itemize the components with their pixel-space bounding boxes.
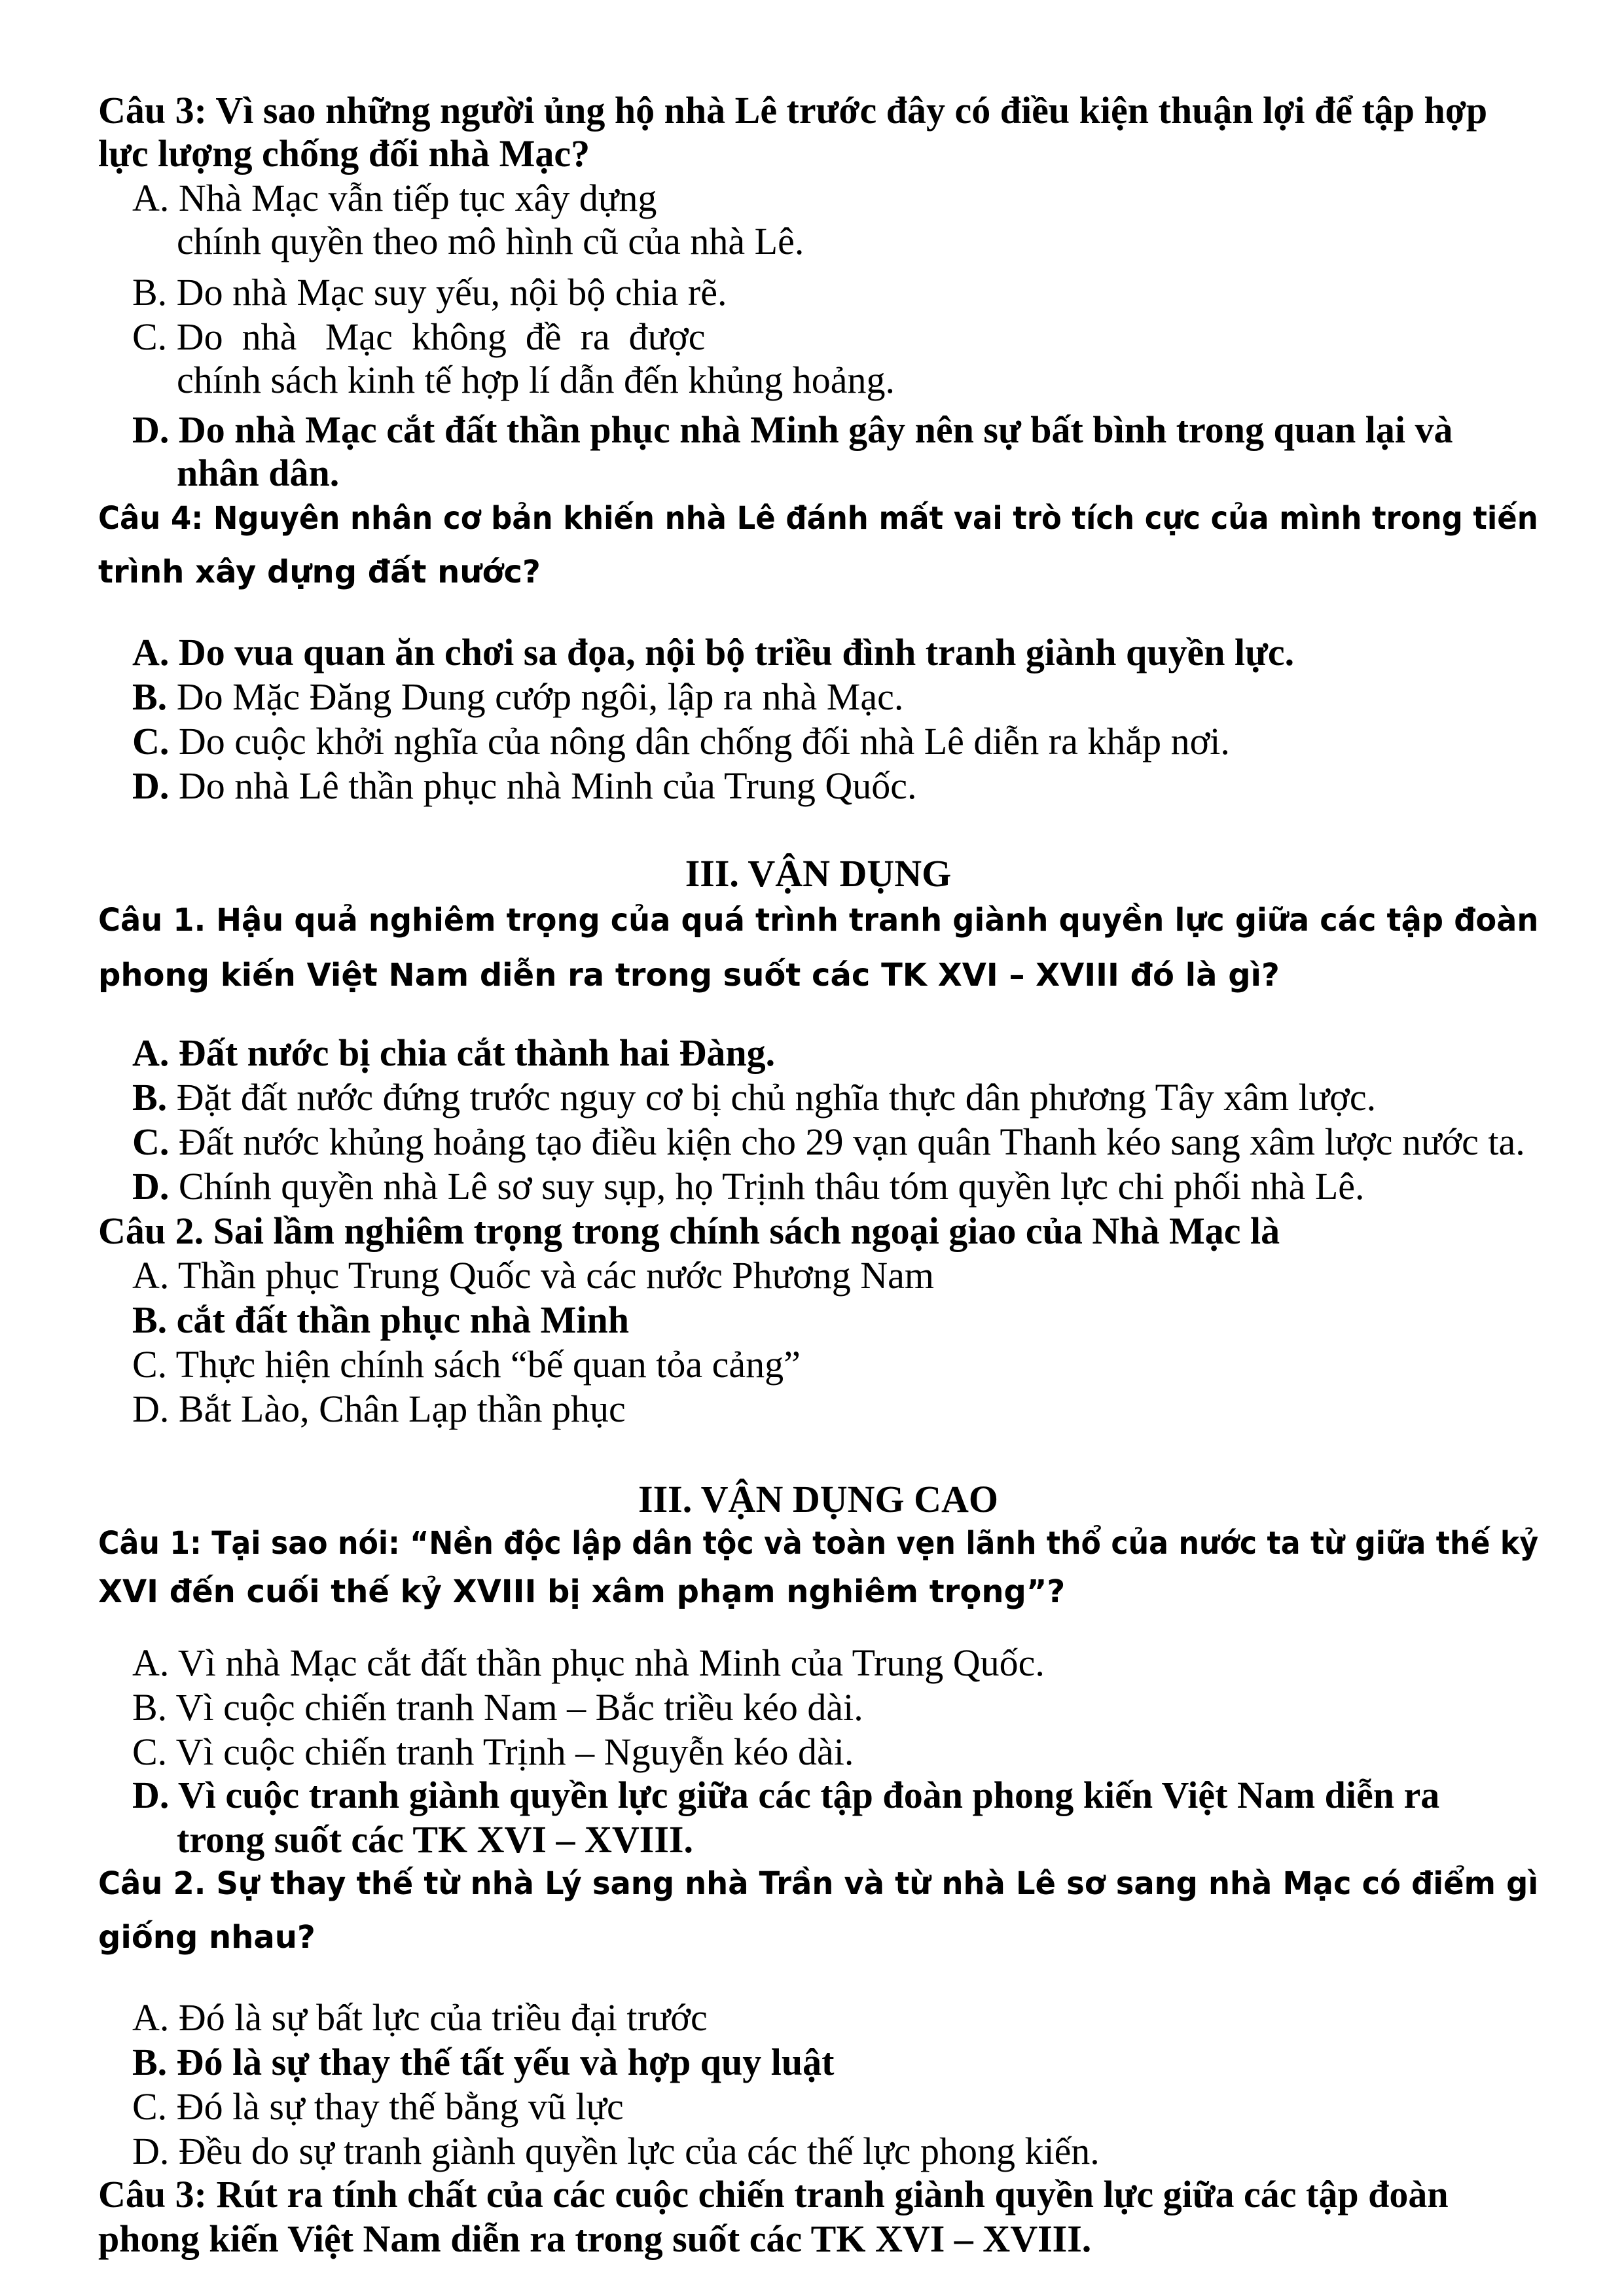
vdc-question-2-title-line-1: Câu 2. Sự thay thế từ nhà Lý sang nhà Trần và từ nhà Lê sơ sang nhà Mạc có điểm gì bbox=[98, 1865, 1539, 1902]
question-3-option-a-line-2: chính quyền theo mô hình cũ của nhà Lê. bbox=[177, 220, 804, 262]
vd-question-2-option-c: C. Thực hiện chính sách “bế quan tỏa cảng” bbox=[132, 1343, 801, 1386]
vdc-question-1-option-c: C. Vì cuộc chiến tranh Trịnh – Nguyễn kéo dài. bbox=[132, 1731, 854, 1773]
vdc-question-1-option-d-line-1: D. Vì cuộc tranh giành quyền lực giữa các tập đoàn phong kiến Việt Nam diễn ra bbox=[132, 1774, 1440, 1816]
vd-question-1-option-b bbox=[132, 1076, 1377, 1119]
option-text: Đất nước khủng hoảng tạo điều kiện cho 29 vạn quân Thanh kéo sang xâm lược nước ta. bbox=[169, 1121, 1525, 1163]
vd-question-2-option-d: D. Bắt Lào, Chân Lạp thần phục bbox=[132, 1388, 626, 1430]
question-3-option-d-line-2: nhân dân. bbox=[177, 452, 340, 494]
question-3-option-c-line-2: chính sách kinh tế hợp lí dẫn đến khủng hoảng. bbox=[177, 359, 895, 401]
section-heading-van-dung-cao: III. VẬN DỤNG CAO bbox=[638, 1478, 998, 1520]
option-text: Đặt đất nước đứng trước nguy cơ bị chủ nghĩa thực dân phương Tây xâm lược. bbox=[167, 1076, 1377, 1119]
option-text: Do Mặc Đăng Dung cướp ngôi, lập ra nhà Mạc. bbox=[167, 675, 904, 718]
vdc-question-3-title-line-1: Câu 3: Rút ra tính chất của các cuộc chiến tranh giành quyền lực giữa các tập đoàn bbox=[98, 2173, 1449, 2215]
vd-question-1-option-a: A. Đất nước bị chia cắt thành hai Đàng. bbox=[132, 1031, 776, 1074]
question-4-option-c bbox=[132, 720, 1230, 762]
vdc-question-2-option-a: A. Đó là sự bất lực của triều đại trước bbox=[132, 1996, 708, 2039]
vd-question-1-option-d bbox=[132, 1165, 1365, 1208]
vd-question-1-title-line-1: Câu 1. Hậu quả nghiêm trọng của quá trình tranh giành quyền lực giữa các tập đoàn bbox=[98, 902, 1539, 939]
vdc-question-2-option-d: D. Đều do sự tranh giành quyền lực của các thế lực phong kiến. bbox=[132, 2130, 1100, 2172]
option-letter: D. bbox=[132, 764, 170, 807]
vdc-question-2-option-c: C. Đó là sự thay thế bằng vũ lực bbox=[132, 2085, 624, 2128]
vdc-question-1-option-a: A. Vì nhà Mạc cắt đất thần phục nhà Minh của Trung Quốc. bbox=[132, 1641, 1045, 1684]
vdc-question-1-title-line-1: Câu 1: Tại sao nói: “Nền độc lập dân tộc và toàn vẹn lãnh thổ của nước ta từ giữa thế kỷ bbox=[98, 1525, 1539, 1562]
option-letter: C. bbox=[132, 1121, 170, 1163]
section-heading-van-dung: III. VẬN DỤNG bbox=[685, 852, 952, 895]
vdc-question-2-title-line-2: giống nhau? bbox=[98, 1919, 316, 1956]
question-3-option-c-line-1: C. Do nhà Mạc không đề ra được bbox=[132, 315, 706, 358]
vdc-question-2-option-b: B. Đó là sự thay thế tất yếu và hợp quy luật bbox=[132, 2041, 835, 2083]
option-letter: C. bbox=[132, 720, 170, 762]
option-letter: D. bbox=[132, 1165, 170, 1208]
question-4-option-d bbox=[132, 764, 917, 807]
option-text: Do cuộc khởi nghĩa của nông dân chống đối nhà Lê diễn ra khắp nơi. bbox=[169, 720, 1230, 762]
vdc-question-1-option-d-line-2: trong suốt các TK XVI – XVIII. bbox=[177, 1818, 693, 1861]
vdc-question-3-title-line-2: phong kiến Việt Nam diễn ra trong suốt các TK XVI – XVIII. bbox=[98, 2217, 1092, 2260]
vd-question-1-title-line-2: phong kiến Việt Nam diễn ra trong suốt các TK XVI – XVIII đó là gì? bbox=[98, 957, 1280, 994]
option-text: Do nhà Lê thần phục nhà Minh của Trung Quốc. bbox=[169, 764, 917, 807]
option-text: Chính quyền nhà Lê sơ suy sụp, họ Trịnh thâu tóm quyền lực chi phối nhà Lê. bbox=[169, 1165, 1365, 1208]
vdc-question-1-option-b: B. Vì cuộc chiến tranh Nam – Bắc triều kéo dài. bbox=[132, 1686, 863, 1729]
question-3-title-line-1: Câu 3: Vì sao những người ủng hộ nhà Lê trước đây có điều kiện thuận lợi để tập hợp bbox=[98, 89, 1488, 132]
question-3-option-b: B. Do nhà Mạc suy yếu, nội bộ chia rẽ. bbox=[132, 271, 727, 314]
option-letter: B. bbox=[132, 675, 168, 718]
question-3-option-a-line-1: A. Nhà Mạc vẫn tiếp tục xây dựng bbox=[132, 177, 657, 219]
vd-question-2-option-a: A. Thần phục Trung Quốc và các nước Phương Nam bbox=[132, 1254, 934, 1297]
question-4-title-line-2: trình xây dựng đất nước? bbox=[98, 554, 541, 590]
vd-question-2-title: Câu 2. Sai lầm nghiêm trọng trong chính sách ngoại giao của Nhà Mạc là bbox=[98, 1210, 1280, 1252]
vdc-question-1-title-line-2: XVI đến cuối thế kỷ XVIII bị xâm phạm nghiêm trọng”? bbox=[98, 1573, 1066, 1610]
question-4-option-a: A. Do vua quan ăn chơi sa đọa, nội bộ triều đình tranh giành quyền lực. bbox=[132, 631, 1295, 673]
question-3-title-line-2: lực lượng chống đối nhà Mạc? bbox=[98, 132, 590, 175]
vd-question-2-option-b: B. cắt đất thần phục nhà Minh bbox=[132, 1299, 630, 1341]
vd-question-1-option-c bbox=[132, 1123, 1525, 1161]
question-3-option-d-line-1: D. Do nhà Mạc cắt đất thần phục nhà Minh gây nên sự bất bình trong quan lại và bbox=[132, 408, 1453, 451]
question-4-option-b bbox=[132, 675, 904, 718]
option-letter: B. bbox=[132, 1076, 168, 1119]
question-4-title-line-1: Câu 4: Nguyên nhân cơ bản khiến nhà Lê đánh mất vai trò tích cực của mình trong tiến bbox=[98, 500, 1538, 537]
